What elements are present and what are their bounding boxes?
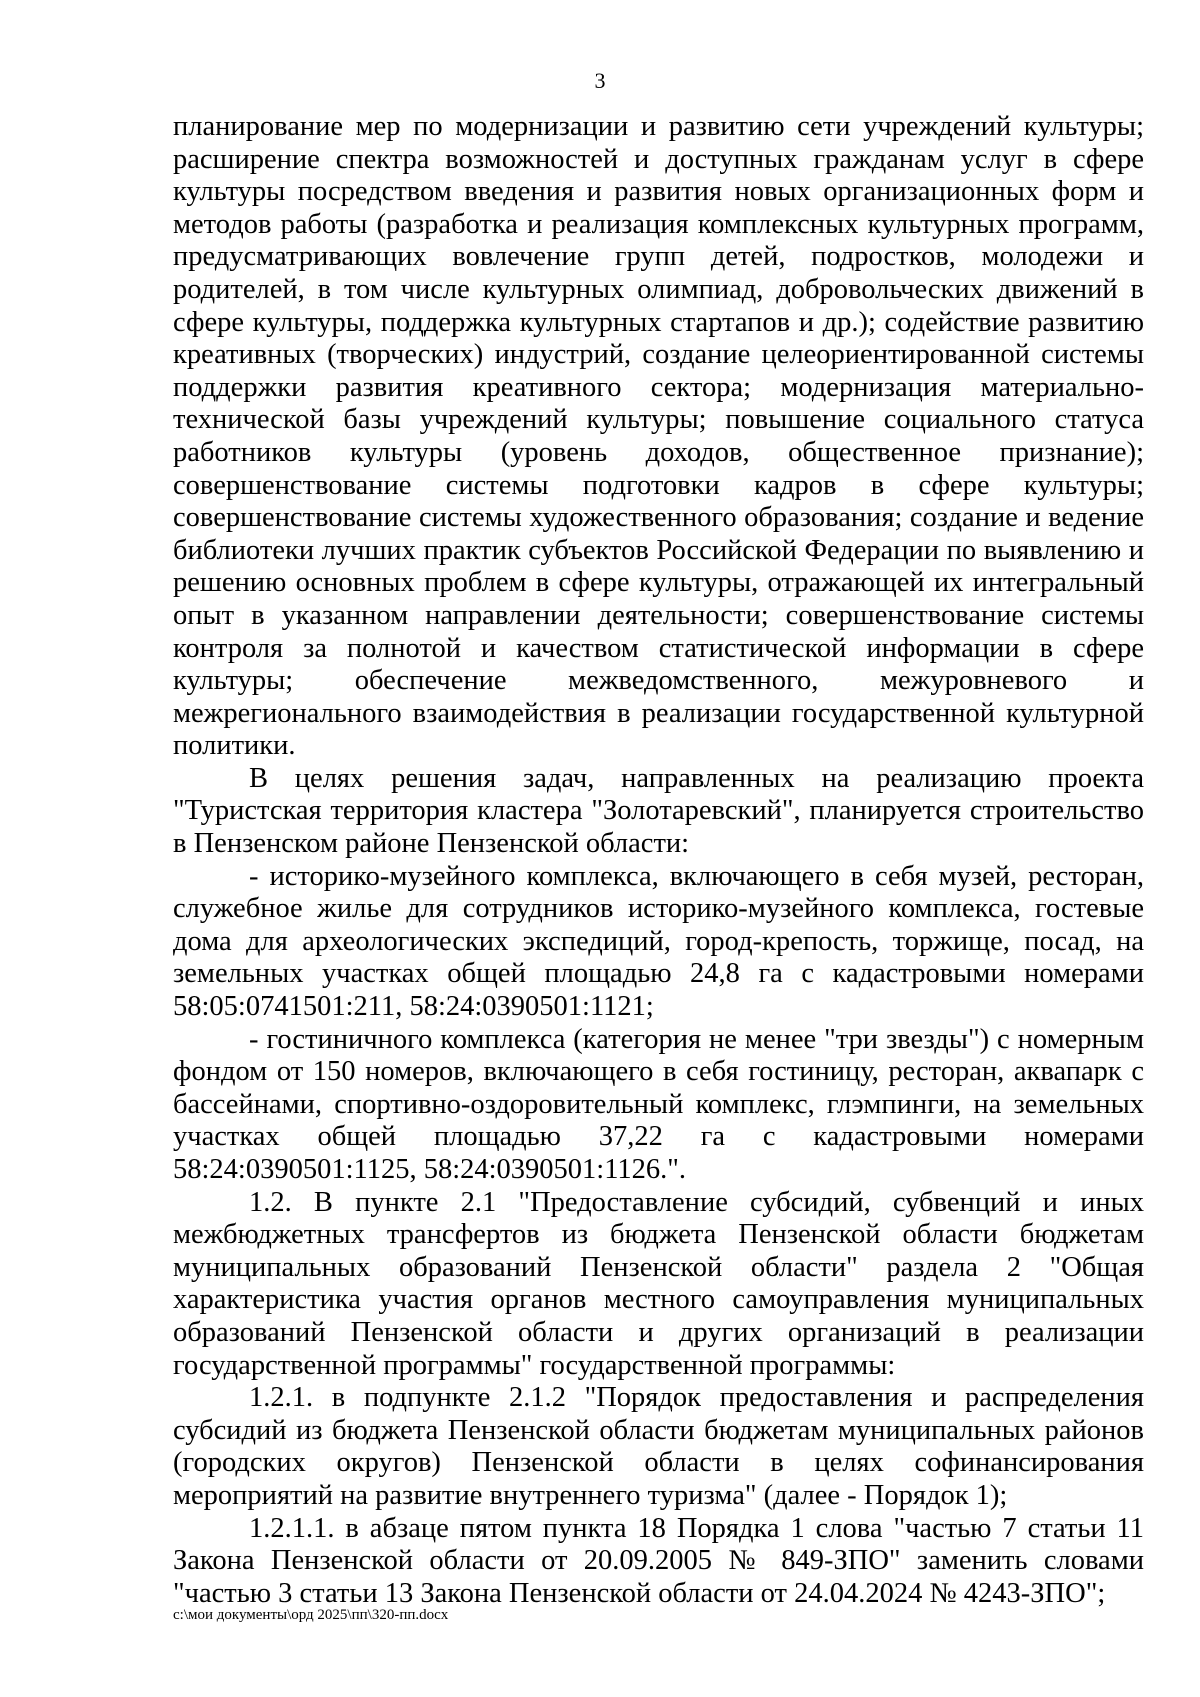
paragraph-culture-measures: планирование мер по модернизации и развитию сети учреждений культуры; расширение спектра возможностей и доступных гражданам услуг в сфере культуры посредством введения и развития новых организационных форм и методов работы (разработка и реализация комплексных культурных программ, предусматривающих вовлечение групп детей, подростков, молодежи и родителей, в том числе культурных олимпиад, добровольческих движений в сфере культуры, поддержка культурных стартапов и др.); содействие развитию креативных (творческих) индустрий, создание целеориентированной системы поддержки развития креативного сектора; модернизация материально-технической базы учреждений культуры; повышение социального статуса работников культуры (уровень доходов, общественное признание); совершенствование системы подготовки кадров в сфере культуры; совершенствование системы художественного образования; создание и ведение библиотеки лучших практик субъектов Российской Федерации по выявлению и решению основных проблем в сфере культуры, отражающей их интегральный опыт в указанном направлении деятельности; совершенствование системы контроля за полнотой и качеством статистической информации в сфере культуры; обеспечение межведомственного, межуровневого и межрегионального взаимодействия в реализации государственной культурной политики. bbox=[173, 111, 1144, 762]
footer-file-path: c:\мои документы\орд 2025\пп\320-пп.docx bbox=[173, 1607, 449, 1623]
paragraph-clause-1-2-1-1: 1.2.1.1. в абзаце пятом пункта 18 Порядка 1 слова "частью 7 статьи 11 Закона Пензенской области от 20.09.2005 № 849-ЗПО" заменить словами "частью 3 статьи 13 Закона Пензенской области от 24.04.2024 № 4243-ЗПО"; bbox=[173, 1512, 1144, 1609]
list-item-museum-complex: - историко-музейного комплекса, включающего в себя музей, ресторан, служебное жилье для сотрудников историко-музейного комплекса, гостевые дома для археологических экспедиций, город-крепость, торжище, посад, на земельных участках общей площадью 24,8 га с кадастровыми номерами 58:05:0741501:211, 58:24:0390501:1121; bbox=[173, 860, 1144, 1023]
paragraph-tourism-project: В целях решения задач, направленных на реализацию проекта "Туристская территория кластера "Золотаревский", планируется строительство в Пензенском районе Пензенской области: bbox=[173, 762, 1144, 860]
paragraph-clause-1-2-1: 1.2.1. в подпункте 2.1.2 "Порядок предоставления и распределения субсидий из бюджета Пензенской области бюджетам муниципальных районов (городских округов) Пензенской области в целях софинансирования мероприятий на развитие внутреннего туризма" (далее - Порядок 1); bbox=[173, 1382, 1144, 1511]
paragraph-clause-1-2: 1.2. В пункте 2.1 "Предоставление субсидий, субвенций и иных межбюджетных трансфертов из бюджета Пензенской области бюджетам муниципальных образований Пензенской области" раздела 2 "Общая характеристика участия органов местного самоуправления муниципальных образований Пензенской области и других организаций в реализации государственной программы" государственной программы: bbox=[173, 1186, 1144, 1381]
document-body bbox=[173, 111, 1144, 1610]
list-item-hotel-complex: - гостиничного комплекса (категория не менее "три звезды") с номерным фондом от 150 номеров, включающего в себя гостиницу, ресторан, аквапарк с бассейнами, спортивно-оздоровительный комплекс, глэмпинги, на земельных участках общей площадью 37,22 га с кадастровыми номерами 58:24:0390501:1125, 58:24:0390501:1126.". bbox=[173, 1023, 1144, 1185]
page-number: 3 bbox=[594, 68, 606, 93]
